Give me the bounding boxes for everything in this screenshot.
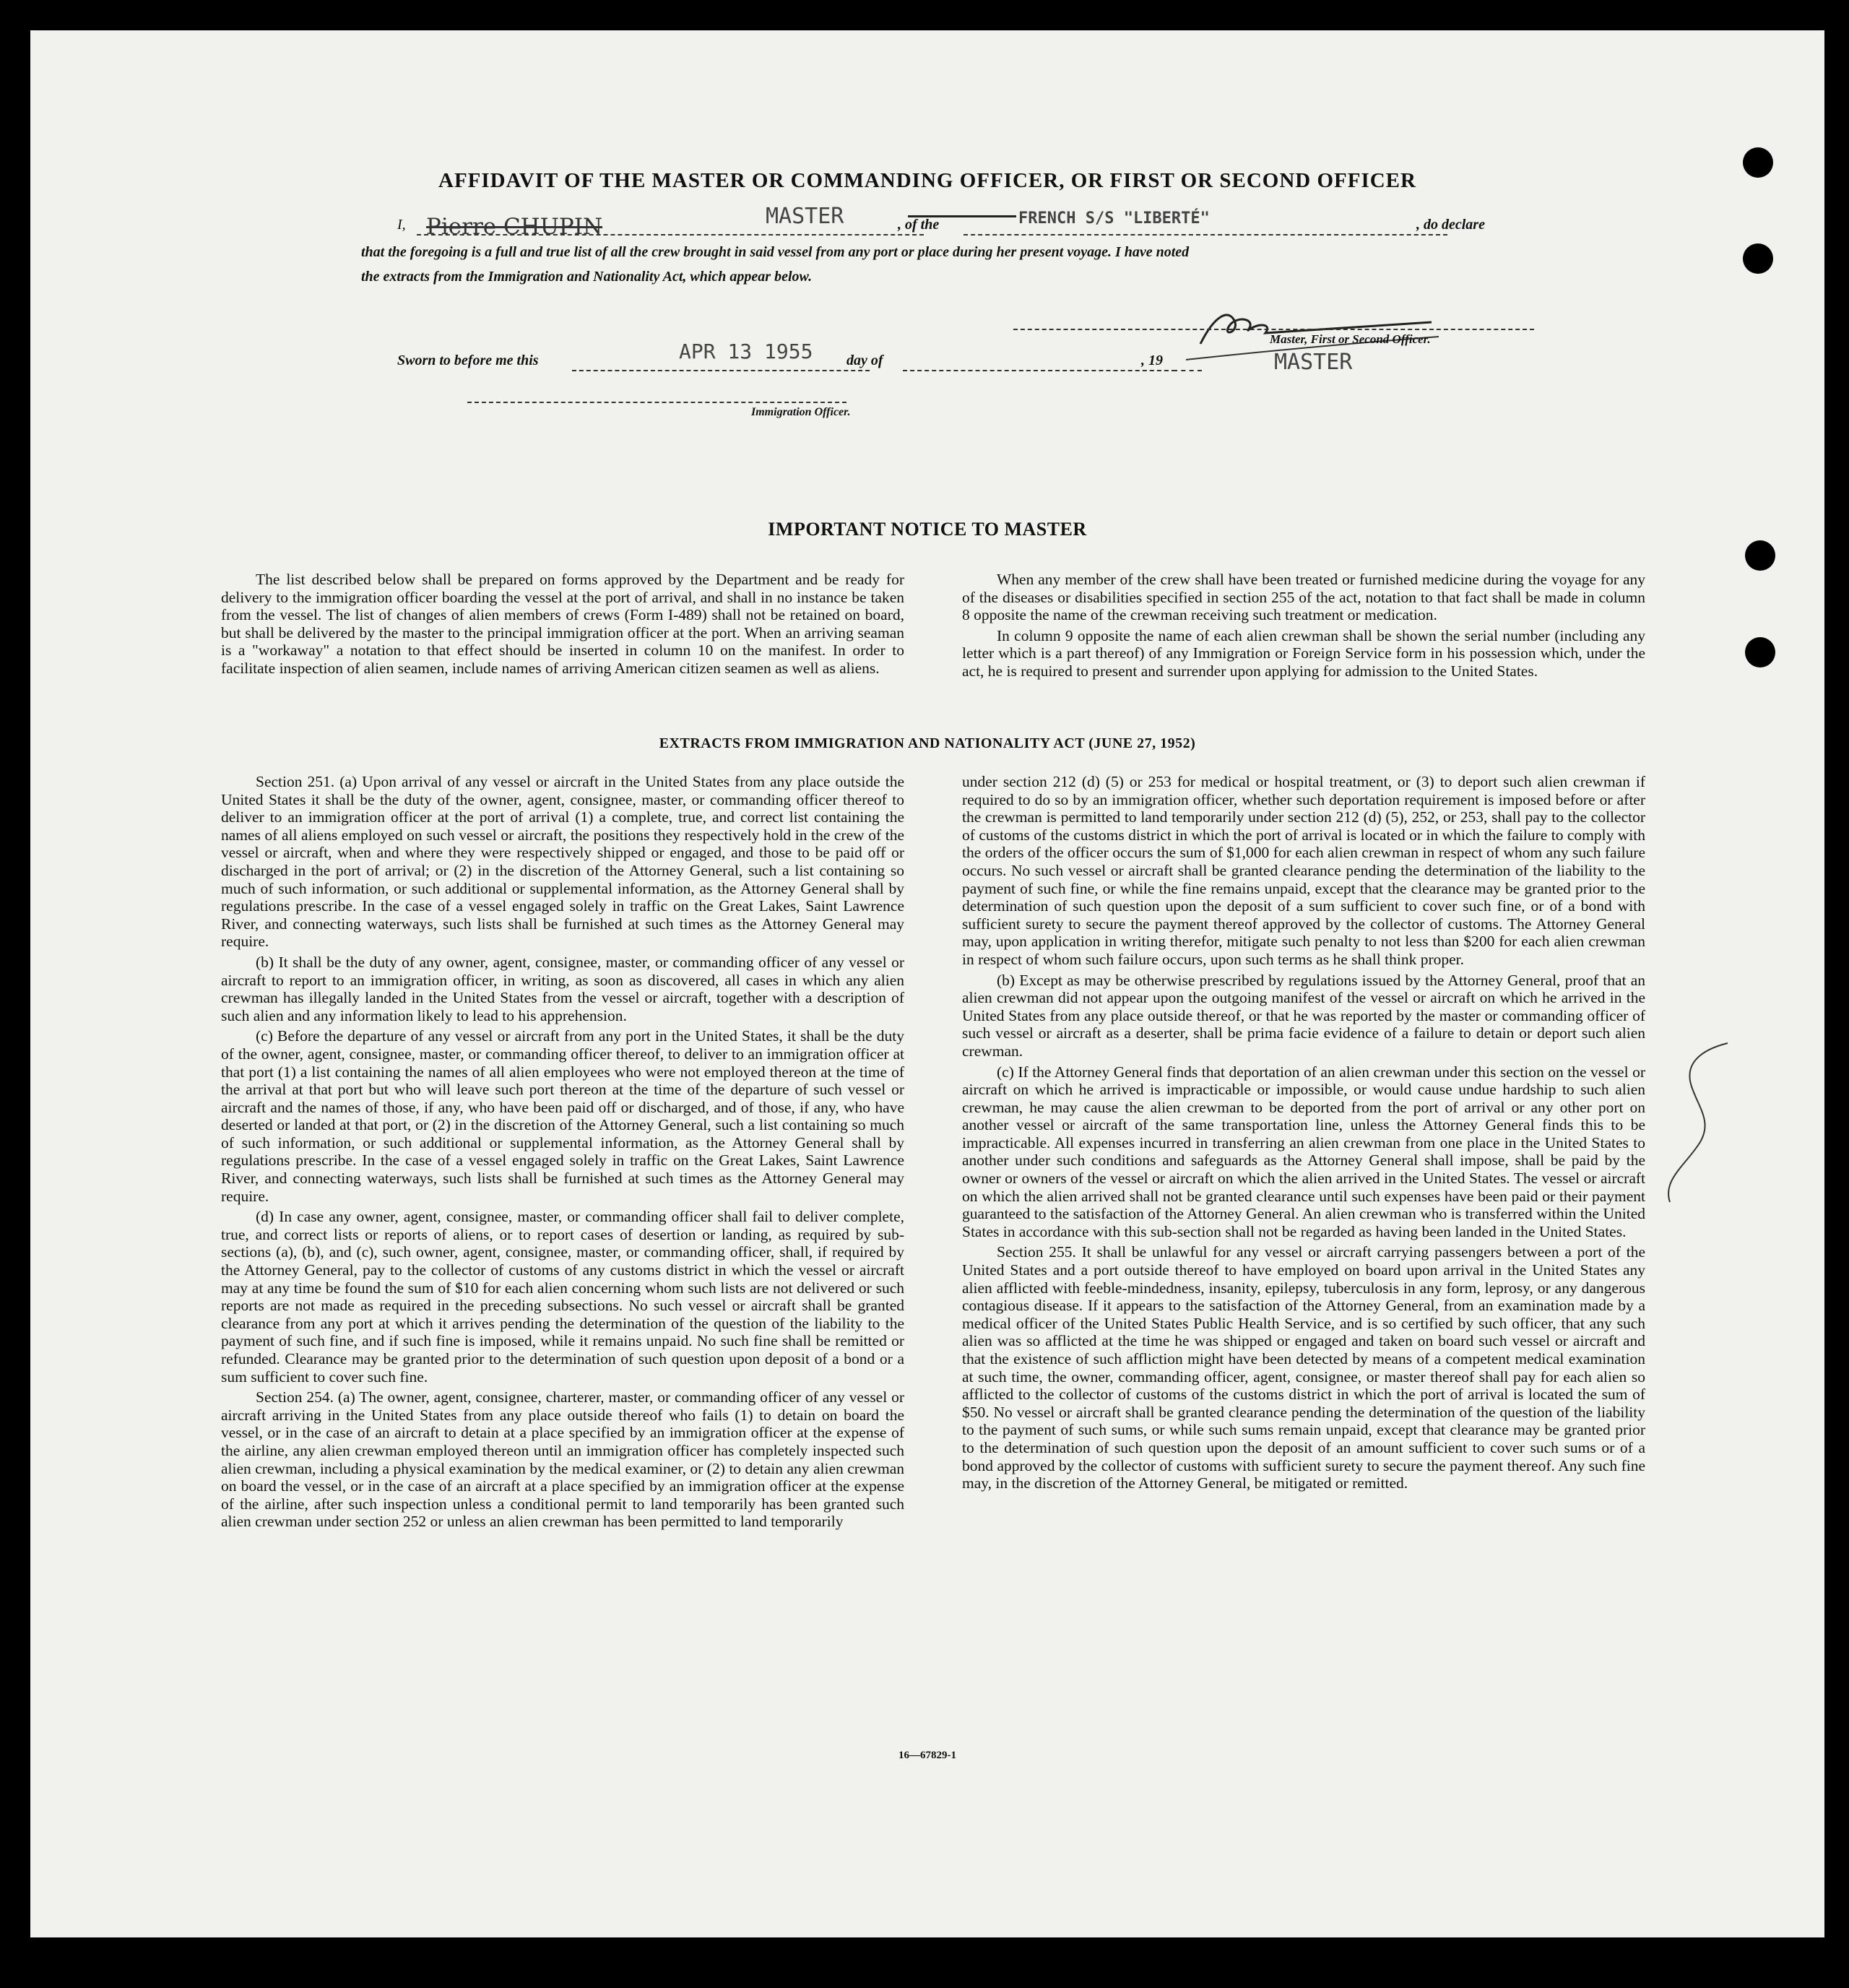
signature-rank-stamp: MASTER — [1274, 350, 1353, 375]
affidavit-title: AFFIDAVIT OF THE MASTER OR COMMANDING OFFICER, OR FIRST OR SECOND OFFICER — [438, 169, 1416, 192]
section-254c: (c) If the Attorney General finds that deportation of an alien crewman under this section on the vessel or aircraft on which he arrived is impracticable or impossible, or would cause undue hardship to such alien crewman, he may cause the alien crewman to be deported from the port of arrival or any other port on another vessel or aircraft of the same transportation line, unless the Attorney General finds this to be impracticable. All expenses incurred in transferring an alien crewman from one place in the United States to another under such conditions and safeguards as the Attorney General shall impose, shall be paid by the owner or owners of the vessel or aircraft on which the alien arrived in the United States. The vessel or aircraft on which the alien arrived shall not be granted clearance until such expenses have been paid or their payment guaranteed to the satisfaction of the Attorney General. An alien crewman who is transferred within the United States in accordance with this sub-section shall not be regarded as having been landed in the United States. — [962, 1063, 1645, 1240]
punch-hole-2 — [1743, 243, 1773, 274]
notice-left-column — [221, 571, 904, 680]
notice-paragraph: In column 9 opposite the name of each alien crewman shall be shown the serial number (including any letter which is a part thereof) of any Immigration or Foreign Service form in his possession which, under the act, he is required to present and surrender upon applying for admission to the United States. — [962, 626, 1645, 680]
sworn-label: Sworn to before me this — [397, 353, 539, 368]
extracts-left-column — [221, 773, 904, 1534]
sworn-date-blank — [572, 370, 870, 371]
section-254a-continued: under section 212 (d) (5) or 253 for medical or hospital treatment, or (3) to deport such alien crewman if required to do so by an immigration officer, whether such deportation requirement is imposed before or after the crewman is permitted to land temporarily under section 212 (d) (5), 252, or 253, shall pay to the collector of customs of the customs district in which the port of arrival is located or in which the failure to comply with the orders of the officer occurs the sum of $1,000 for each alien crewman in respect of whom any such failure occurs. No such vessel or aircraft shall be granted clearance pending the determination of the liability to the payment of such fine, or while the fine remains unpaid, except that the clearance may be granted prior to the determination of such question upon the deposit of a sum sufficient to cover such fine, or of a bond with sufficient surety to secure the payment thereof approved by the collector of customs. The Attorney General may, upon application in writing therefor, mitigate such penalty to not less than $200 for each alien crewman in respect of whom such failure occurs, upon such terms as he shall think proper. — [962, 773, 1645, 968]
month-blank — [903, 370, 1176, 371]
year-label: , 19 — [1141, 353, 1163, 368]
notice-heading: IMPORTANT NOTICE TO MASTER — [768, 519, 1087, 540]
section-255: Section 255. It shall be unlawful for any vessel or aircraft carrying passengers between a port of the United States and a port outside thereof to have employed on board upon arrival in the United States any alien afflicted with feeble-mindedness, insanity, epilepsy, tuberculosis in any form, leprosy, or any dangerous contagious disease. If it appears to the satisfaction of the Attorney General, from an examination made by a medical officer of the United States Public Health Service, and is so certified by such officer, that any such alien was so afflicted at the time he was shipped or engaged and taken on board such vessel or aircraft and that the existence of such affliction might have been detected by means of a competent medical examination at such time, the owner, commanding officer, agent, consignee, or master thereof shall pay for each alien so afflicted to the collector of customs of the customs district in which the port of arrival is located the sum of $50. No vessel or aircraft shall be granted clearance pending the determination of the question of the liability to the payment of such sums, or while such sums remain unpaid, except that clearance may be granted prior to the determination of such question upon the deposit of an amount sufficient to cover such sums or of a bond approved by the collector of customs with sufficient surety to secure the payment thereof. Any such fine may, in the discretion of the Attorney General, be mitigated or remitted. — [962, 1243, 1645, 1492]
section-251a: Section 251. (a) Upon arrival of any vessel or aircraft in the United States from any place outside the United States it shall be the duty of the owner, agent, consignee, master, or commanding officer thereof to deliver to an immigration officer at the port of arrival (1) a complete, true, and correct list containing the names of all aliens employed on such vessel or aircraft, the positions they respectively hold in the crew of the vessel or aircraft, when and where they were respectively shipped or engaged, and those to be paid off or discharged in the port of arrival; or (2) in the discretion of the Attorney General, such a list containing so much of such information, or such additional or supplemental information, as the Attorney General shall by regulations prescribe. In the case of a vessel engaged solely in traffic on the Great Lakes, Saint Lawrence River, and connecting waterways, such lists shall be furnished at such times as the Attorney General may require. — [221, 773, 904, 951]
immigration-officer-caption: Immigration Officer. — [751, 406, 851, 418]
signature-caption: Master, First or Second Officer. — [1270, 332, 1431, 346]
rank-stamp: MASTER — [766, 204, 844, 229]
sworn-date-stamp: APR 13 1955 — [679, 340, 813, 363]
declaration-line-1: that the foregoing is a full and true list of all the crew brought in said vessel from any port or place during her present voyage. I have noted — [361, 244, 1190, 260]
section-251b: (b) It shall be the duty of any owner, agent, consignee, master, or commanding officer of any vessel or aircraft to report to an immigration officer, in writing, as soon as discovered, all cases in which any alien crewman has illegally landed in the United States from the vessel or aircraft, together with a description of such alien and any information likely to lead to his apprehension. — [221, 953, 904, 1024]
margin-pen-mark — [1655, 1036, 1742, 1216]
punch-hole-4 — [1745, 637, 1775, 667]
section-254b: (b) Except as may be otherwise prescribed by regulations issued by the Attorney General, proof that an alien crewman did not appear upon the outgoing manifest of the vessel or aircraft on which he arrived in the United States from any place outside thereof, or that he was reported by the master or commanding officer of such vessel or aircraft as a deserter, shall be prima facie evidence of a failure to detain or deport such alien crewman. — [962, 971, 1645, 1060]
signature-line — [1013, 329, 1534, 330]
year-blank — [1173, 370, 1202, 371]
section-251d: (d) In case any owner, agent, consignee, master, or commanding officer shall fail to deliver complete, true, and correct lists or reports of aliens, or to report cases of desertion or landing, as required by sub-sections (a), (b), and (c), such owner, agent, consignee, master, or commanding officer, shall, if required by the Attorney General, pay to the collector of customs of any customs district in which the vessel or aircraft may at any time be found the sum of $10 for each alien concerning whom such lists are not delivered or such reports are not made as required in the preceding subsections. No such vessel or aircraft shall be granted clearance from any port at which it arrives pending the determination of the question of the liability to the payment of such fine, and if such fine is imposed, while it remains unpaid. No such fine shall be remitted or refunded. Clearance may be granted prior to the determination of such question upon deposit of a bond or a sum sufficient to cover such fine. — [221, 1208, 904, 1386]
document-page — [30, 30, 1824, 1937]
punch-hole-3 — [1745, 540, 1775, 571]
do-declare-label: , do declare — [1416, 217, 1485, 233]
affidavit-prefix: I, — [397, 217, 406, 233]
vessel-name: FRENCH S/S "LIBERTÉ" — [1018, 209, 1210, 228]
notice-right-column — [962, 571, 1645, 683]
section-251c: (c) Before the departure of any vessel or aircraft from any port in the United States, it shall be the duty of the owner, agent, consignee, master, or commanding officer thereof, to deliver to an immigration officer at that port (1) a list containing the names of all alien employees who were not employed thereon at the time of the arrival at that port but who will leave such port thereon at the time of the departure of such vessel or aircraft and the names of those, if any, who have been paid off or discharged, and of those, if any, who have deserted or landed at that port, or (2) in the discretion of the Attorney General, such a list containing so much of such information, or such additional or supplemental information, as the Attorney General shall by regulations prescribe. In the case of a vessel engaged solely in traffic on the Great Lakes, Saint Lawrence River, and connecting waterways, such lists shall be furnished at such times as the Attorney General may require. — [221, 1027, 904, 1205]
notice-paragraph: The list described below shall be prepared on forms approved by the Department and be ready for delivery to the immigration officer boarding the vessel at the port of arrival, and shall in no instance be taken from the vessel. The list of changes of alien members of crews (Form I-489) shall not be retained on board, but shall be delivered by the master to the principal immigration officer at the port. When an arriving seaman is a "workaway" a notation to that effect should be inserted in column 10 on the manifest. In order to facilitate inspection of alien seamen, include names of arriving American citizen seamen as well as aliens. — [221, 571, 904, 677]
immigration-officer-line — [467, 402, 846, 403]
form-number: 16—67829-1 — [898, 1750, 956, 1761]
section-254a: Section 254. (a) The owner, agent, consignee, charterer, master, or commanding officer of any vessel or aircraft arriving in the United States from any place outside thereof who fails (1) to detain on board the vessel, or in the case of an aircraft to detain at a place specified by an immigration officer at the expense of the airline, any alien crewman employed thereon until an immigration officer has completely inspected such alien crewman, including a physical examination by the medical examiner, or (2) to detain any alien crewman on board the vessel, or in the case of an aircraft at a place specified by an immigration officer at the expense of the airline, after such inspection unless a conditional permit to land temporarily has been granted such alien crewman under section 252 or unless an alien crewman has been permitted to land temporarily — [221, 1388, 904, 1531]
day-of-label: day of — [846, 353, 883, 368]
declaration-line-2: the extracts from the Immigration and Nationality Act, which appear below. — [361, 269, 813, 285]
notice-paragraph: When any member of the crew shall have been treated or furnished medicine during the voyage for any of the diseases or disabilities specified in section 255 of the act, notation to that fact shall be made in column 8 opposite the name of the crewman receiving such treatment or medication. — [962, 571, 1645, 624]
officer-name: Pierre CHUPIN — [426, 214, 603, 240]
extracts-right-column — [962, 773, 1645, 1495]
vessel-blank — [964, 234, 1447, 235]
of-the-label: , of the — [898, 217, 940, 233]
extracts-heading: EXTRACTS FROM IMMIGRATION AND NATIONALITY ACT (JUNE 27, 1952) — [659, 735, 1196, 751]
